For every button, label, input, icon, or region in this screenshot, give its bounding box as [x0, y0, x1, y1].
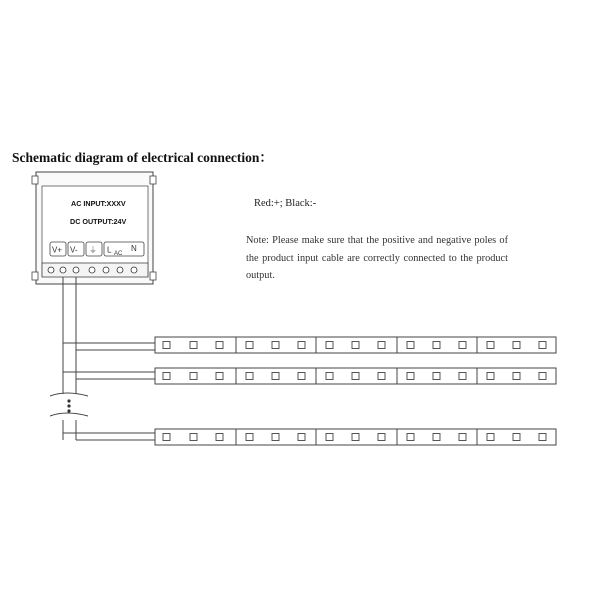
led-chip	[378, 434, 385, 441]
wire-color-legend: Red:+; Black:-	[254, 198, 317, 209]
led-chip	[216, 342, 223, 349]
led-chip	[539, 434, 546, 441]
terminal-label-l: L	[107, 245, 112, 255]
strip-3-wires	[63, 433, 155, 440]
led-chip	[487, 342, 494, 349]
led-chip	[163, 373, 170, 380]
continuation-dot	[67, 399, 70, 402]
led-chip	[433, 434, 440, 441]
led-chip	[433, 373, 440, 380]
ac-input-label: AC INPUT:XXXV	[71, 199, 126, 208]
screw-terminal	[131, 267, 137, 273]
led-strip-1	[155, 337, 556, 353]
led-strip-3	[155, 429, 556, 445]
led-chip	[190, 373, 197, 380]
ground-icon: ⏚	[89, 245, 97, 255]
led-chip	[459, 434, 466, 441]
led-chip	[539, 342, 546, 349]
continuation-dot	[67, 404, 70, 407]
continuation-dot	[67, 409, 70, 412]
output-wires	[63, 277, 76, 440]
terminal-label-ac: AC	[114, 251, 123, 257]
led-chip	[539, 373, 546, 380]
led-chip	[272, 434, 279, 441]
led-chip	[190, 342, 197, 349]
led-chip	[459, 373, 466, 380]
diagram-title: Schematic diagram of electrical connection：	[12, 150, 273, 165]
terminal-label-vplus: V+	[52, 245, 63, 255]
led-chip	[407, 373, 414, 380]
power-supply	[32, 172, 156, 284]
led-chip	[298, 373, 305, 380]
terminal-label-vminus: V-	[70, 245, 78, 255]
led-chip	[326, 342, 333, 349]
led-chip	[246, 434, 253, 441]
led-chip	[298, 434, 305, 441]
screw-terminal	[89, 267, 95, 273]
mounting-tab	[32, 272, 38, 280]
led-chip	[407, 342, 414, 349]
screw-terminal-block	[42, 263, 148, 277]
led-chip	[352, 373, 359, 380]
led-chip	[513, 434, 520, 441]
led-chip	[378, 373, 385, 380]
led-chip	[163, 342, 170, 349]
mounting-tab	[150, 272, 156, 280]
screw-terminal	[117, 267, 123, 273]
screw-terminal	[48, 267, 54, 273]
led-chip	[298, 342, 305, 349]
led-chip	[326, 434, 333, 441]
strip-1-wires	[63, 343, 155, 350]
mounting-tab	[32, 176, 38, 184]
connection-note: Note: Please make sure that the positive and negative poles of the product input cable are correctly connected to the product output.	[246, 235, 508, 281]
led-chip	[378, 342, 385, 349]
led-chip	[190, 434, 197, 441]
led-chip	[513, 342, 520, 349]
screw-terminal	[103, 267, 109, 273]
break-line	[50, 413, 88, 416]
led-chip	[272, 373, 279, 380]
led-chip	[163, 434, 170, 441]
led-chip	[407, 434, 414, 441]
break-marks	[50, 393, 88, 416]
led-chip	[433, 342, 440, 349]
mounting-tab	[150, 176, 156, 184]
led-chip	[487, 373, 494, 380]
led-chip	[352, 342, 359, 349]
led-chip	[246, 373, 253, 380]
led-chip	[513, 373, 520, 380]
strip-2-wires	[63, 372, 155, 379]
screw-terminal	[60, 267, 66, 273]
led-strip-2	[155, 368, 556, 384]
terminal-label-strip	[50, 242, 144, 257]
led-chip	[216, 373, 223, 380]
led-chip	[352, 434, 359, 441]
screw-terminal	[73, 267, 79, 273]
led-chip	[272, 342, 279, 349]
dc-output-label: DC OUTPUT:24V	[70, 217, 127, 226]
break-line	[50, 393, 88, 396]
led-chip	[487, 434, 494, 441]
led-chip	[246, 342, 253, 349]
terminal-label-n: N	[131, 244, 137, 253]
led-chip	[216, 434, 223, 441]
led-chip	[459, 342, 466, 349]
led-chip	[326, 373, 333, 380]
